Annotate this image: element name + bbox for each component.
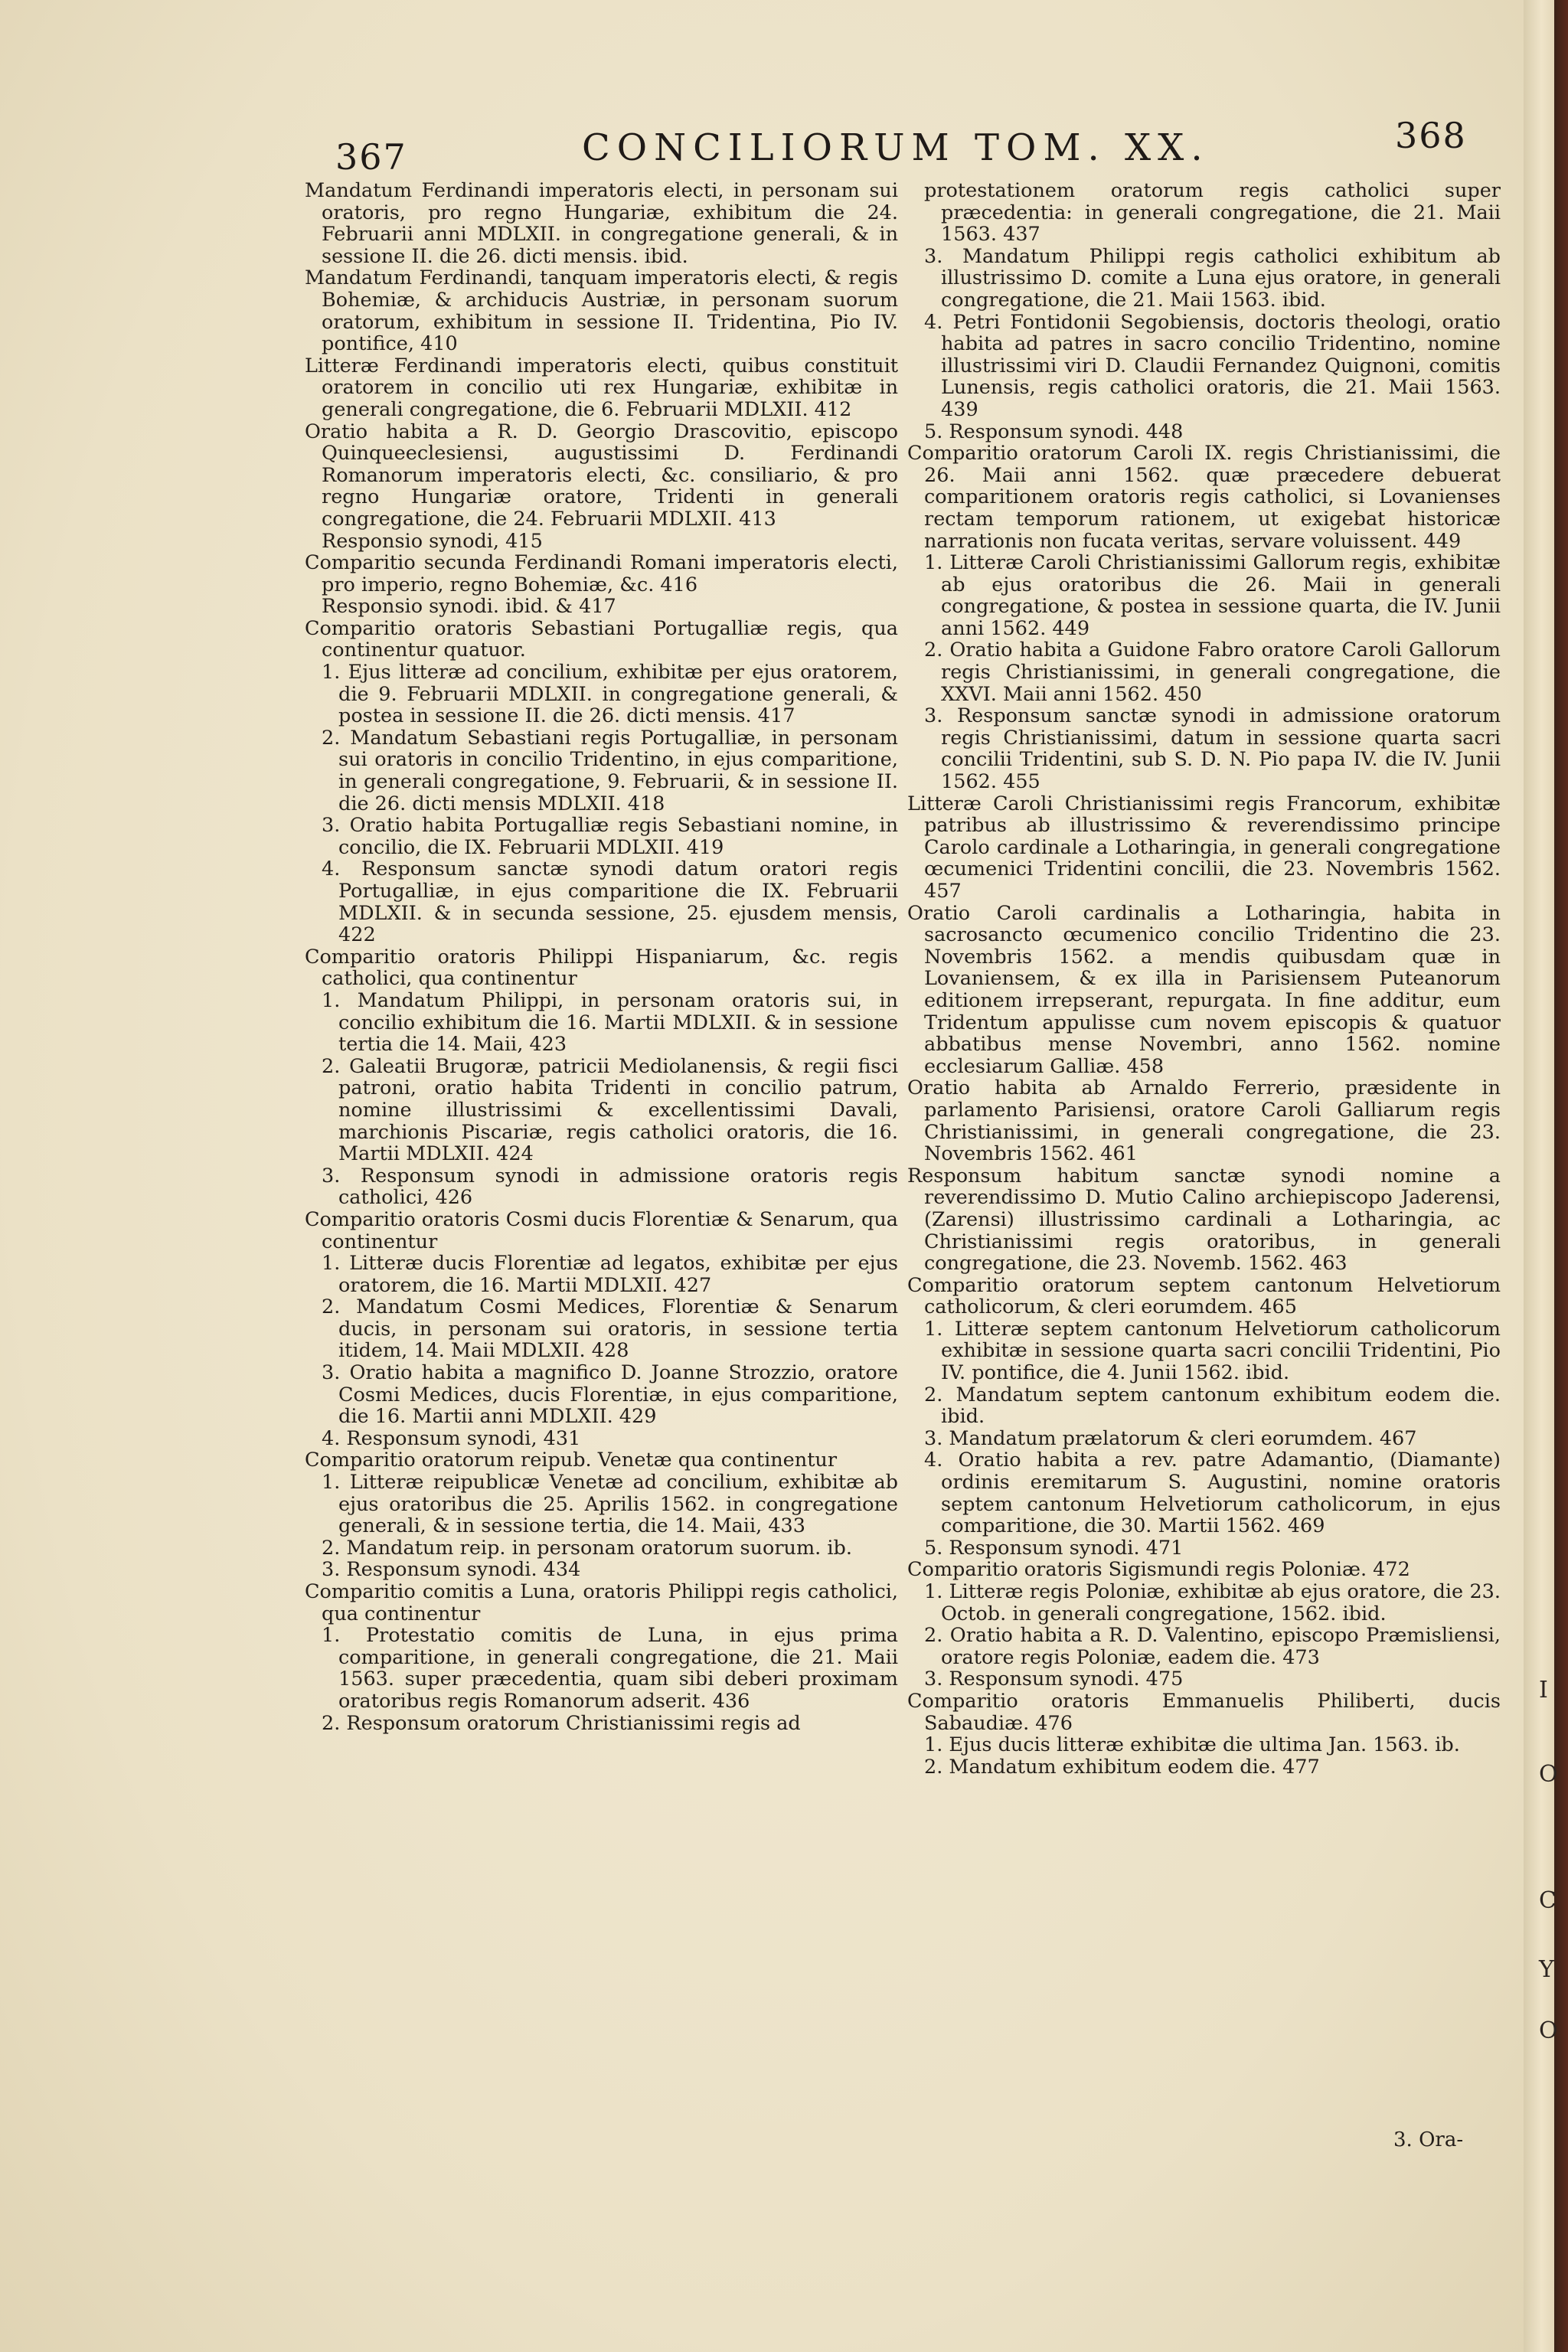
index-subentry: 1. Litteræ Caroli Christianissimi Gallorum regis, exhibitæ ab ejus oratoribus die 26. Maii in generali congregatione, & postea in sessione quarta, die IV. Junii anni 1562. 449 — [924, 551, 1501, 640]
index-entry: Comparitio oratorum Caroli IX. regis Christianissimi, die 26. Maii anni 1562. quæ præcedere debuerat comparitionem oratoris regis catholici, si Lovanienses rectam temporum rationem, ut exigebat historicæ narrationis non fucata veritas, servare voluissent. 449 — [907, 442, 1501, 553]
index-subentry: 3. Responsum sanctæ synodi in admissione oratorum regis Christianissimi, datum in sessione quarta sacri concilii Tridentini, sub S. D. N. Pio papa IV. die IV. Junii 1562. 455 — [924, 704, 1501, 794]
index-subentry: 2. Mandatum Cosmi Medices, Florentiæ & Senarum ducis, in personam sui oratoris, in sessione tertia itidem, 14. Maii MDLXII. 428 — [322, 1295, 898, 1363]
edge-letter: O — [1539, 2017, 1558, 2044]
index-subentry: protestationem oratorum regis catholici super præcedentia: in generali congregatione, die 21. Maii 1563. 437 — [924, 179, 1501, 247]
index-subentry: 5. Responsum synodi. 471 — [924, 1536, 1184, 1560]
index-subentry: 3. Oratio habita Portugalliæ regis Sebastiani nomine, in concilio, die IX. Februarii MDLXII. 419 — [322, 814, 898, 859]
index-entry: Comparitio oratoris Emmanuelis Philiberti, ducis Sabaudiæ. 476 — [907, 1689, 1501, 1735]
catchword: 3. Ora- — [1393, 2128, 1464, 2151]
index-entry: Oratio habita ab Arnaldo Ferrerio, præsidente in parlamento Parisiensi, oratore Caroli Galliarum regis Christianissimi, in generali congregatione, die 23. Novembris 1562. 461 — [907, 1076, 1501, 1166]
edge-letter: O — [1539, 1761, 1558, 1788]
book-spine — [1554, 0, 1568, 2352]
index-subentry: 3. Oratio habita a magnifico D. Joanne Strozzio, oratore Cosmi Medices, ducis Florentiæ, in ejus comparitione, die 16. Martii anni MDLXII. 429 — [322, 1361, 898, 1429]
index-subentry: 2. Mandatum Sebastiani regis Portugalliæ, in personam sui oratoris in concilio Tridentino, in ejus comparitione, in generali congregatione, 9. Februarii, & in sessione II. die 26. dicti mensis MDLXII. 418 — [322, 726, 898, 815]
index-entry: Oratio habita a R. D. Georgio Drascovitio, episcopo Quinqueeclesiensi, augustissimi D. Ferdinandi Romanorum imperatoris electi, &c. consiliario, & pro regno Hungariæ oratore, Tridenti in generali congregatione, die 24. Februarii MDLXII. 413 — [305, 420, 898, 531]
index-entry: Litteræ Ferdinandi imperatoris electi, quibus constituit oratorem in concilio uti rex Hungariæ, exhibitæ in generali congregatione, die 6. Februarii MDLXII. 412 — [305, 354, 898, 421]
index-entry: Litteræ Caroli Christianissimi regis Francorum, exhibitæ patribus ab illustrissimo & reverendissimo principe Carolo cardinale a Lotharingia, in generali congregatione œcumenici Tridentini concilii, die 23. Novembris 1562. 457 — [907, 792, 1501, 903]
right-page-number: 368 — [1395, 115, 1467, 156]
index-entry: Comparitio oratorum reipub. Venetæ qua continentur — [305, 1449, 838, 1472]
index-subentry: 3. Responsum synodi. 475 — [924, 1668, 1184, 1691]
index-subentry: Responsio synodi. ibid. & 417 — [322, 595, 616, 619]
index-subentry: 2. Oratio habita a R. D. Valentino, episcopo Præmisliensi, oratore regis Poloniæ, eadem die. 473 — [924, 1624, 1501, 1669]
index-subentry: 3. Mandatum prælatorum & cleri eorumdem. 467 — [924, 1426, 1417, 1450]
edge-letter: Y — [1539, 1956, 1554, 1983]
left-column — [305, 180, 898, 1734]
index-entry: Comparitio oratoris Philippi Hispaniarum, &c. regis catholici, qua continentur — [305, 945, 898, 991]
index-subentry: 3. Mandatum Philippi regis catholici exhibitum ab illustrissimo D. comite a Luna ejus oratore, in generali congregatione, die 21. Maii 1563. ibid. — [924, 244, 1501, 312]
index-subentry: 4. Responsum synodi, 431 — [322, 1426, 581, 1450]
index-subentry: 1. Litteræ ducis Florentiæ ad legatos, exhibitæ per ejus oratorem, die 16. Martii MDLXII. 427 — [322, 1252, 898, 1297]
index-entry: Comparitio oratorum septem cantonum Helvetiorum catholicorum, & cleri eorumdem. 465 — [907, 1273, 1501, 1319]
index-subentry: 2. Oratio habita a Guidone Fabro oratore Caroli Gallorum regis Christianissimi, in generali congregatione, die XXVI. Maii anni 1562. 450 — [924, 639, 1501, 706]
index-subentry: 4. Petri Fontidonii Segobiensis, doctoris theologi, oratio habita ad patres in sacro concilio Tridentino, nomine illustrissimi viri D. Claudii Fernandez Quignoni, comitis Lunensis, regis catholici oratoris, die 21. Maii 1563. 439 — [924, 310, 1501, 421]
index-subentry: 2. Mandatum exhibitum eodem die. 477 — [924, 1755, 1320, 1779]
index-entry: Comparitio oratoris Sebastiani Portugalliæ regis, qua continentur quatuor. — [305, 616, 898, 662]
edge-letter: I — [1539, 1677, 1548, 1704]
edge-letter: C — [1539, 1887, 1557, 1914]
index-subentry: 2. Responsum oratorum Christianissimi regis ad — [322, 1711, 801, 1735]
index-subentry: 1. Litteræ septem cantonum Helvetiorum catholicorum exhibitæ in sessione quarta sacri concilii Tridentini, Pio IV. pontifice, die 4. Junii 1562. ibid. — [924, 1317, 1501, 1385]
index-subentry: 1. Ejus litteræ ad concilium, exhibitæ per ejus oratorem, die 9. Februarii MDLXII. in congregatione generali, & postea in sessione II. die 26. dicti mensis. 417 — [322, 661, 898, 728]
left-page-number: 367 — [335, 136, 407, 178]
index-subentry: 1. Protestatio comitis de Luna, in ejus prima comparitione, in generali congregatione, die 21. Maii 1563. super præcedentia, quam sibi deberi proximam oratoribus regis Romanorum adserit. 436 — [322, 1624, 898, 1713]
index-entry: Mandatum Ferdinandi, tanquam imperatoris electi, & regis Bohemiæ, & archiducis Austriæ, in personam suorum oratorum, exhibitum in sessione II. Tridentina, Pio IV. pontifice, 410 — [305, 266, 898, 356]
index-entry: Comparitio oratoris Sigismundi regis Poloniæ. 472 — [907, 1558, 1410, 1582]
index-subentry: 1. Litteræ reipublicæ Venetæ ad concilium, exhibitæ ab ejus oratoribus die 25. Aprilis 1562. in congregatione generali, & in sessione tertia, die 14. Maii, 433 — [322, 1471, 898, 1538]
index-subentry: 5. Responsum synodi. 448 — [924, 420, 1184, 443]
index-subentry: 2. Galeatii Brugoræ, patricii Mediolanensis, & regii fisci patroni, oratio habita Tridenti in concilio patrum, nomine illustrissimi & excellentissimi Davali, marchionis Piscariæ, regis catholici oratoris, die 16. Martii MDLXII. 424 — [322, 1054, 898, 1166]
index-entry: Mandatum Ferdinandi imperatoris electi, in personam sui oratoris, pro regno Hungariæ, exhibitum die 24. Februarii anni MDLXII. in congregatione generali, & in sessione II. die 26. dicti mensis. ibid. — [305, 179, 898, 268]
index-subentry: 2. Mandatum reip. in personam oratorum suorum. ib. — [322, 1536, 852, 1560]
running-title: CONCILIORUM TOM. XX. — [582, 126, 1210, 169]
index-entry: Comparitio oratoris Cosmi ducis Florentiæ & Senarum, qua continentur — [305, 1207, 898, 1253]
index-entry: Comparitio comitis a Luna, oratoris Philippi regis catholici, qua continentur — [305, 1580, 898, 1625]
index-subentry: Responsio synodi, 415 — [322, 529, 543, 553]
index-subentry: 1. Ejus ducis litteræ exhibitæ die ultima Jan. 1563. ib. — [924, 1733, 1460, 1757]
index-subentry: 1. Mandatum Philippi, in personam oratoris sui, in concilio exhibitum die 16. Martii MDLXII. & in sessione tertia die 14. Maii, 423 — [322, 988, 898, 1057]
index-entry: Comparitio secunda Ferdinandi Romani imperatoris electi, pro imperio, regno Bohemiæ, &c. 416 — [305, 551, 898, 596]
index-subentry: 4. Responsum sanctæ synodi datum oratori regis Portugalliæ, in ejus comparitione die IX. Februarii MDLXII. & in secunda sessione, 25. ejusdem mensis, 422 — [322, 858, 898, 947]
index-subentry: 4. Oratio habita a rev. patre Adamantio, (Diamante) ordinis eremitarum S. Augustini, nomine oratoris septem cantonum Helvetiorum catholicorum, in ejus comparitione, die 30. Martii 1562. 469 — [924, 1449, 1501, 1538]
index-subentry: 3. Responsum synodi in admissione oratoris regis catholici, 426 — [322, 1164, 898, 1210]
index-subentry: 1. Litteræ regis Poloniæ, exhibitæ ab ejus oratore, die 23. Octob. in generali congregatione, 1562. ibid. — [924, 1580, 1501, 1625]
index-entry: Oratio Caroli cardinalis a Lotharingia, habita in sacrosancto œcumenico concilio Tridentino die 23. Novembris 1562. a mendis quibusdam quæ in Lovaniensem, & ex illa in Parisiensem Puteanorum editionem irrepserant, repurgata. In fine additur, eum Tridentum appulisse cum novem episcopis & quatuor abbatibus mense Novembri, anno 1562. nomine ecclesiarum Galliæ. 458 — [907, 901, 1501, 1078]
index-subentry: 2. Mandatum septem cantonum exhibitum eodem die. ibid. — [924, 1383, 1501, 1429]
index-subentry: 3. Responsum synodi. 434 — [322, 1558, 581, 1582]
index-entry: Responsum habitum sanctæ synodi nomine a reverendissimo D. Mutio Calino archiepiscopo Jaderensi, (Zarensi) illustrissimo cardinali a Lotharingia, ac Christianissimi regis oratoribus, in generali congregatione, die 23. Novemb. 1562. 463 — [907, 1164, 1501, 1276]
right-column — [907, 180, 1501, 1778]
